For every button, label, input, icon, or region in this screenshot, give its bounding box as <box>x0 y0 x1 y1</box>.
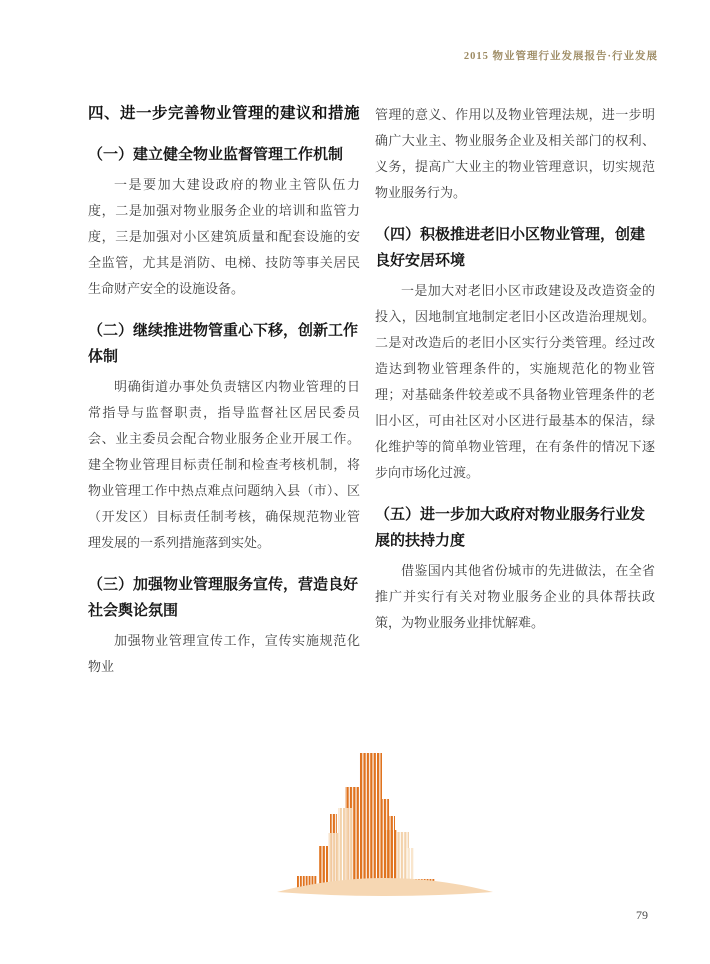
section-5-title: （五）进一步加大政府对物业服务行业发展的扶持力度 <box>375 506 646 549</box>
report-header: 2015 物业管理行业发展报告·行业发展 <box>463 51 658 62</box>
section-1-body: 一是要加大建设政府的物业主管队伍力度，二是加强对物业服务企业的培训和监管力度，三是加强对小区建筑质量和配套设施的安全监管，尤其是消防、电梯、技防等事关居民生命财产安全的设施设备。 <box>88 177 360 296</box>
section-1-title: （一）建立健全物业监督管理工作机制 <box>88 146 344 163</box>
section-5-body: 借鉴国内其他省份城市的先进做法，在全省推广并实行有关对物业服务企业的具体帮扶政策，为物业服务业排忧解难。 <box>375 563 655 630</box>
section-3-title: （三）加强物业管理服务宣传，营造良好社会舆论氛围 <box>88 576 359 619</box>
right-column <box>375 100 655 684</box>
section-4-body: 一是加大对老旧小区市政建设及改造资金的投入，因地制宜地制定老旧小区改造治理规划。二是对改造后的老旧小区实行分类管理。经过改造达到物业管理条件的，实施规范化的物业管理；对基础条件较差或不具备物业管理条件的老旧小区，可由社区对小区进行最基本的保洁，绿化维护等的简单物业管理，在有条件的情况下逐步向市场化过渡。 <box>375 283 655 480</box>
two-column-layout <box>88 100 655 684</box>
left-column <box>88 100 360 684</box>
city-skyline-graphic <box>275 750 495 902</box>
chapter-title: 四、进一步完善物业管理的建议和措施 <box>88 105 361 122</box>
section-3-body-start: 加强物业管理宣传工作，宣传实施规范化物业 <box>88 633 360 674</box>
section-4-title: （四）积极推进老旧小区物业管理，创建良好安居环境 <box>375 226 646 269</box>
section-3-body-continued: 管理的意义、作用以及物业管理法规，进一步明确广大业主、物业服务企业及相关部门的权利、义务，提高广大业主的物业管理意识，切实规范物业服务行为。 <box>375 107 655 200</box>
section-2-body: 明确街道办事处负责辖区内物业管理的日常指导与监督职责，指导监督社区居民委员会、业主委员会配合物业服务企业开展工作。建全物业管理目标责任制和检查考核机制，将物业管理工作中热点难点问题纳入县（市）、区（开发区）目标责任制考核，确保规范物业管理发展的一系列措施落到实处。 <box>88 379 360 550</box>
page-number: 79 <box>636 908 648 922</box>
section-2-title: （二）继续推进物管重心下移，创新工作体制 <box>88 322 359 365</box>
skyline-bars-illustration <box>275 750 495 902</box>
